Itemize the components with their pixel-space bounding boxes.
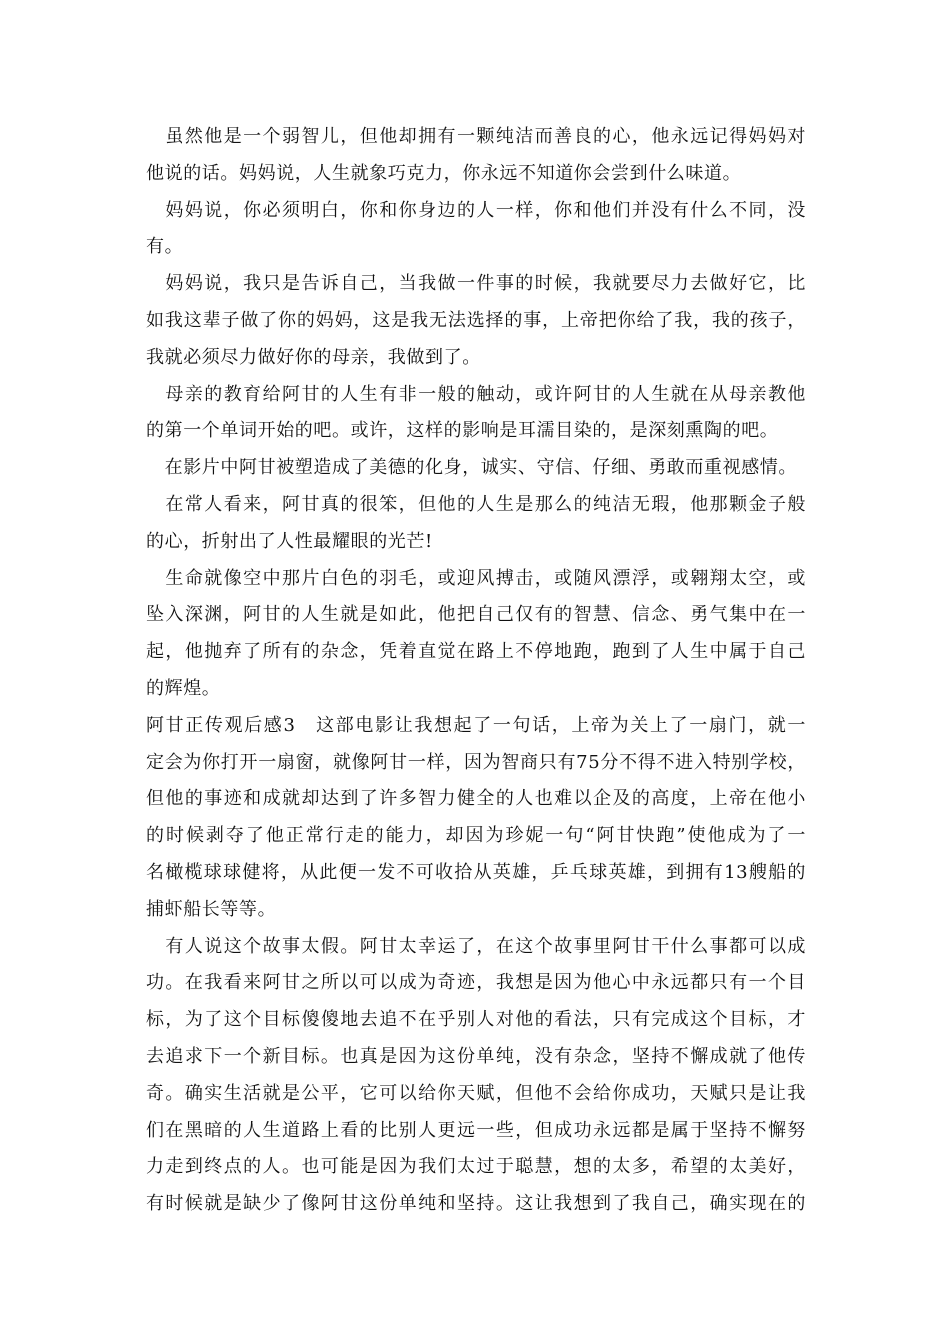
text-line: 的第一个单词开始的吧。或许，这样的影响是耳濡目染的，是深刻熏陶的吧。 xyxy=(146,420,779,442)
text-line: 的辉煌。 xyxy=(146,677,221,699)
text-line: 有时候就是缺少了像阿甘这份单纯和坚持。这让我想到了我自己，确实现在的 xyxy=(146,1193,806,1215)
text-line: 但他的事迹和成就却达到了许多智力健全的人也难以企及的高度，上帝在他小 xyxy=(146,788,806,810)
text-line: 有。 xyxy=(146,236,184,258)
text-line: 捕虾船长等等。 xyxy=(146,898,277,920)
text-line: 坠入深渊，阿甘的人生就是如此，他把自己仅有的智慧、信念、勇气集中在一 xyxy=(146,604,806,626)
text-line: 如我这辈子做了你的妈妈，这是我无法选择的事，上帝把你给了我，我的孩子， xyxy=(146,309,806,331)
text-line: 力走到终点的人。也可能是因为我们太过于聪慧，想的太多，希望的太美好， xyxy=(146,1156,806,1178)
text-line: 阿甘正传观后感3 这部电影让我想起了一句话，上帝为关上了一扇门，就一 xyxy=(146,714,806,736)
text-line: 他说的话。妈妈说，人生就象巧克力，你永远不知道你会尝到什么味道。 xyxy=(146,162,742,184)
text-line: 妈妈说，我只是告诉自己，当我做一件事的时候，我就要尽力去做好它，比 xyxy=(146,273,806,295)
text-line: 在影片中阿甘被塑造成了美德的化身，诚实、守信、仔细、勇敢而重视感情。 xyxy=(146,457,797,479)
text-line: 虽然他是一个弱智儿，但他却拥有一颗纯洁而善良的心，他永远记得妈妈对 xyxy=(146,126,806,147)
text-line: 妈妈说，你必须明白，你和你身边的人一样，你和他们并没有什么不同，没 xyxy=(146,199,806,221)
text-line: 有人说这个故事太假。阿甘太幸运了，在这个故事里阿甘干什么事都可以成 xyxy=(146,935,806,957)
text-line: 我就必须尽力做好你的母亲，我做到了。 xyxy=(146,346,481,368)
text-line: 功。在我看来阿甘之所以可以成为奇迹，我想是因为他心中永远都只有一个目 xyxy=(146,972,806,994)
text-line: 定会为你打开一扇窗，就像阿甘一样，因为智商只有75分不得不进入特别学校， xyxy=(146,751,806,773)
text-line: 名橄榄球球健将，从此便一发不可收拾从英雄，乒乓球英雄，到拥有13艘船的 xyxy=(146,861,806,883)
text-line: 标，为了这个目标傻傻地去追不在乎别人对他的看法，只有完成这个目标，才 xyxy=(146,1009,806,1031)
text-line: 起，他抛弃了所有的杂念，凭着直觉在路上不停地跑，跑到了人生中属于自己 xyxy=(146,641,806,663)
text-line: 在常人看来，阿甘真的很笨，但他的人生是那么的纯洁无瑕，他那颗金子般 xyxy=(146,493,806,515)
text-line: 母亲的教育给阿甘的人生有非一般的触动，或许阿甘的人生就在从母亲教他 xyxy=(146,383,806,405)
text-line: 的时候剥夺了他正常行走的能力，却因为珍妮一句“阿甘快跑”使他成为了一 xyxy=(146,825,806,847)
text-line: 们在黑暗的人生道路上看的比别人更远一些，但成功永远都是属于坚持不懈努 xyxy=(146,1119,806,1141)
text-line: 奇。确实生活就是公平，它可以给你天赋，但他不会给你成功，天赋只是让我 xyxy=(146,1082,806,1104)
text-line: 生命就像空中那片白色的羽毛，或迎风搏击，或随风漂浮，或翱翔太空，或 xyxy=(146,567,806,589)
text-line: 的心，折射出了人性最耀眼的光芒! xyxy=(146,530,433,552)
document-page xyxy=(146,119,806,1223)
text-line: 去追求下一个新目标。也真是因为这份单纯，没有杂念，坚持不懈成就了他传 xyxy=(146,1045,806,1067)
